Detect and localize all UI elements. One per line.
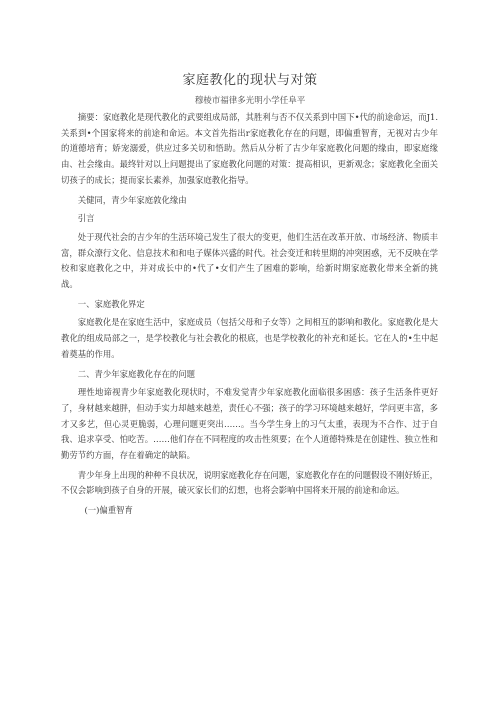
keywords-line: 关健同，青少年家庭敦化缘由	[77, 194, 187, 205]
section1-paragraph: 家庭教化是在家庭生活中，家庭成员（包括父母和子女等）之间相互的影响和教化。家庭教化是大教化的组成局部之一，是学校教化与社会教化的根底，也是学校教化的补充和延长。它在人的•生中起着奠基的作用。	[61, 317, 438, 359]
document-body	[61, 110, 438, 522]
document-author: 穆棱市福律多光明小学任阜平	[194, 96, 306, 106]
subsection1-heading: (一)偏重智育	[84, 505, 133, 516]
section2-heading: 二、青少年家庭教化存在的问题	[77, 368, 196, 379]
document-title: 家庭教化的现状与对策	[182, 73, 318, 88]
section1-heading: 一、家庭教化界定	[77, 298, 145, 309]
abstract-paragraph: 摘要：家庭教化是现代教化的武要组成局部，其胜利与否不仅关系到中国下•代的前途命运，而J1.关系到•个国家将来的前途和命运。本文首先指出r家庭教化存在的问题，即偏重智育，无视对古少年的道德培育；娇宠溺爱，供应过多关切和悟助。然后从分析了古少年家庭教化问题的缘由，即家庭缘由、社会缘由。最终针对以上问题提出了家庭教化问题的对策：提高相识，更新观念；家庭教化全面关切孩子的成长；提而家长素养，加强家庭教化指导。	[61, 112, 438, 185]
section2-paragraph-1: 理性地谛视青少年家庭教化现状时，不难发觉青少年家庭教化面临很多困感：孩子生活条件更好了，身材越来越胖，但动手实力却越来越差，责任心不强；孩子的学习环境越来越好，学问更丰富，多才又多艺，但心灵更脆弱，心理问题更突出……。当今学生身上的习气太重，表现为不合作、过于自我、追求享受、怕吃苦。……他们存在不同程度的攻击性须要；在个人道德特殊是在创建性、独立性和勤劳节约方面，存在着确定的缺陷。	[61, 387, 438, 461]
intro-heading: 引言	[77, 213, 95, 224]
section2-paragraph-2: 青少年身上出现的种种不良状况，说明家庭教化存在问题，家庭教化存在的问题假设不刚好矫正，不仅会影响到孩子自身的开展，破灭家长们的幻想，也将会影响中国将来开展的前途和命运。	[61, 469, 438, 496]
intro-paragraph: 处于现代社会的吉少年的生活环境己发生了很大的变更，他们生活在改革开放、市场经济、物质丰富，群众潦行文化、信息技术和和电子媒体兴盛的时代。社会变迁和转里期的冲突困惑，无不反映在学校和家庭教化之中，并对成长中的•代了•女们产生了困难的影响，给新时期家庭教化带来全新的挑战。	[61, 231, 438, 290]
